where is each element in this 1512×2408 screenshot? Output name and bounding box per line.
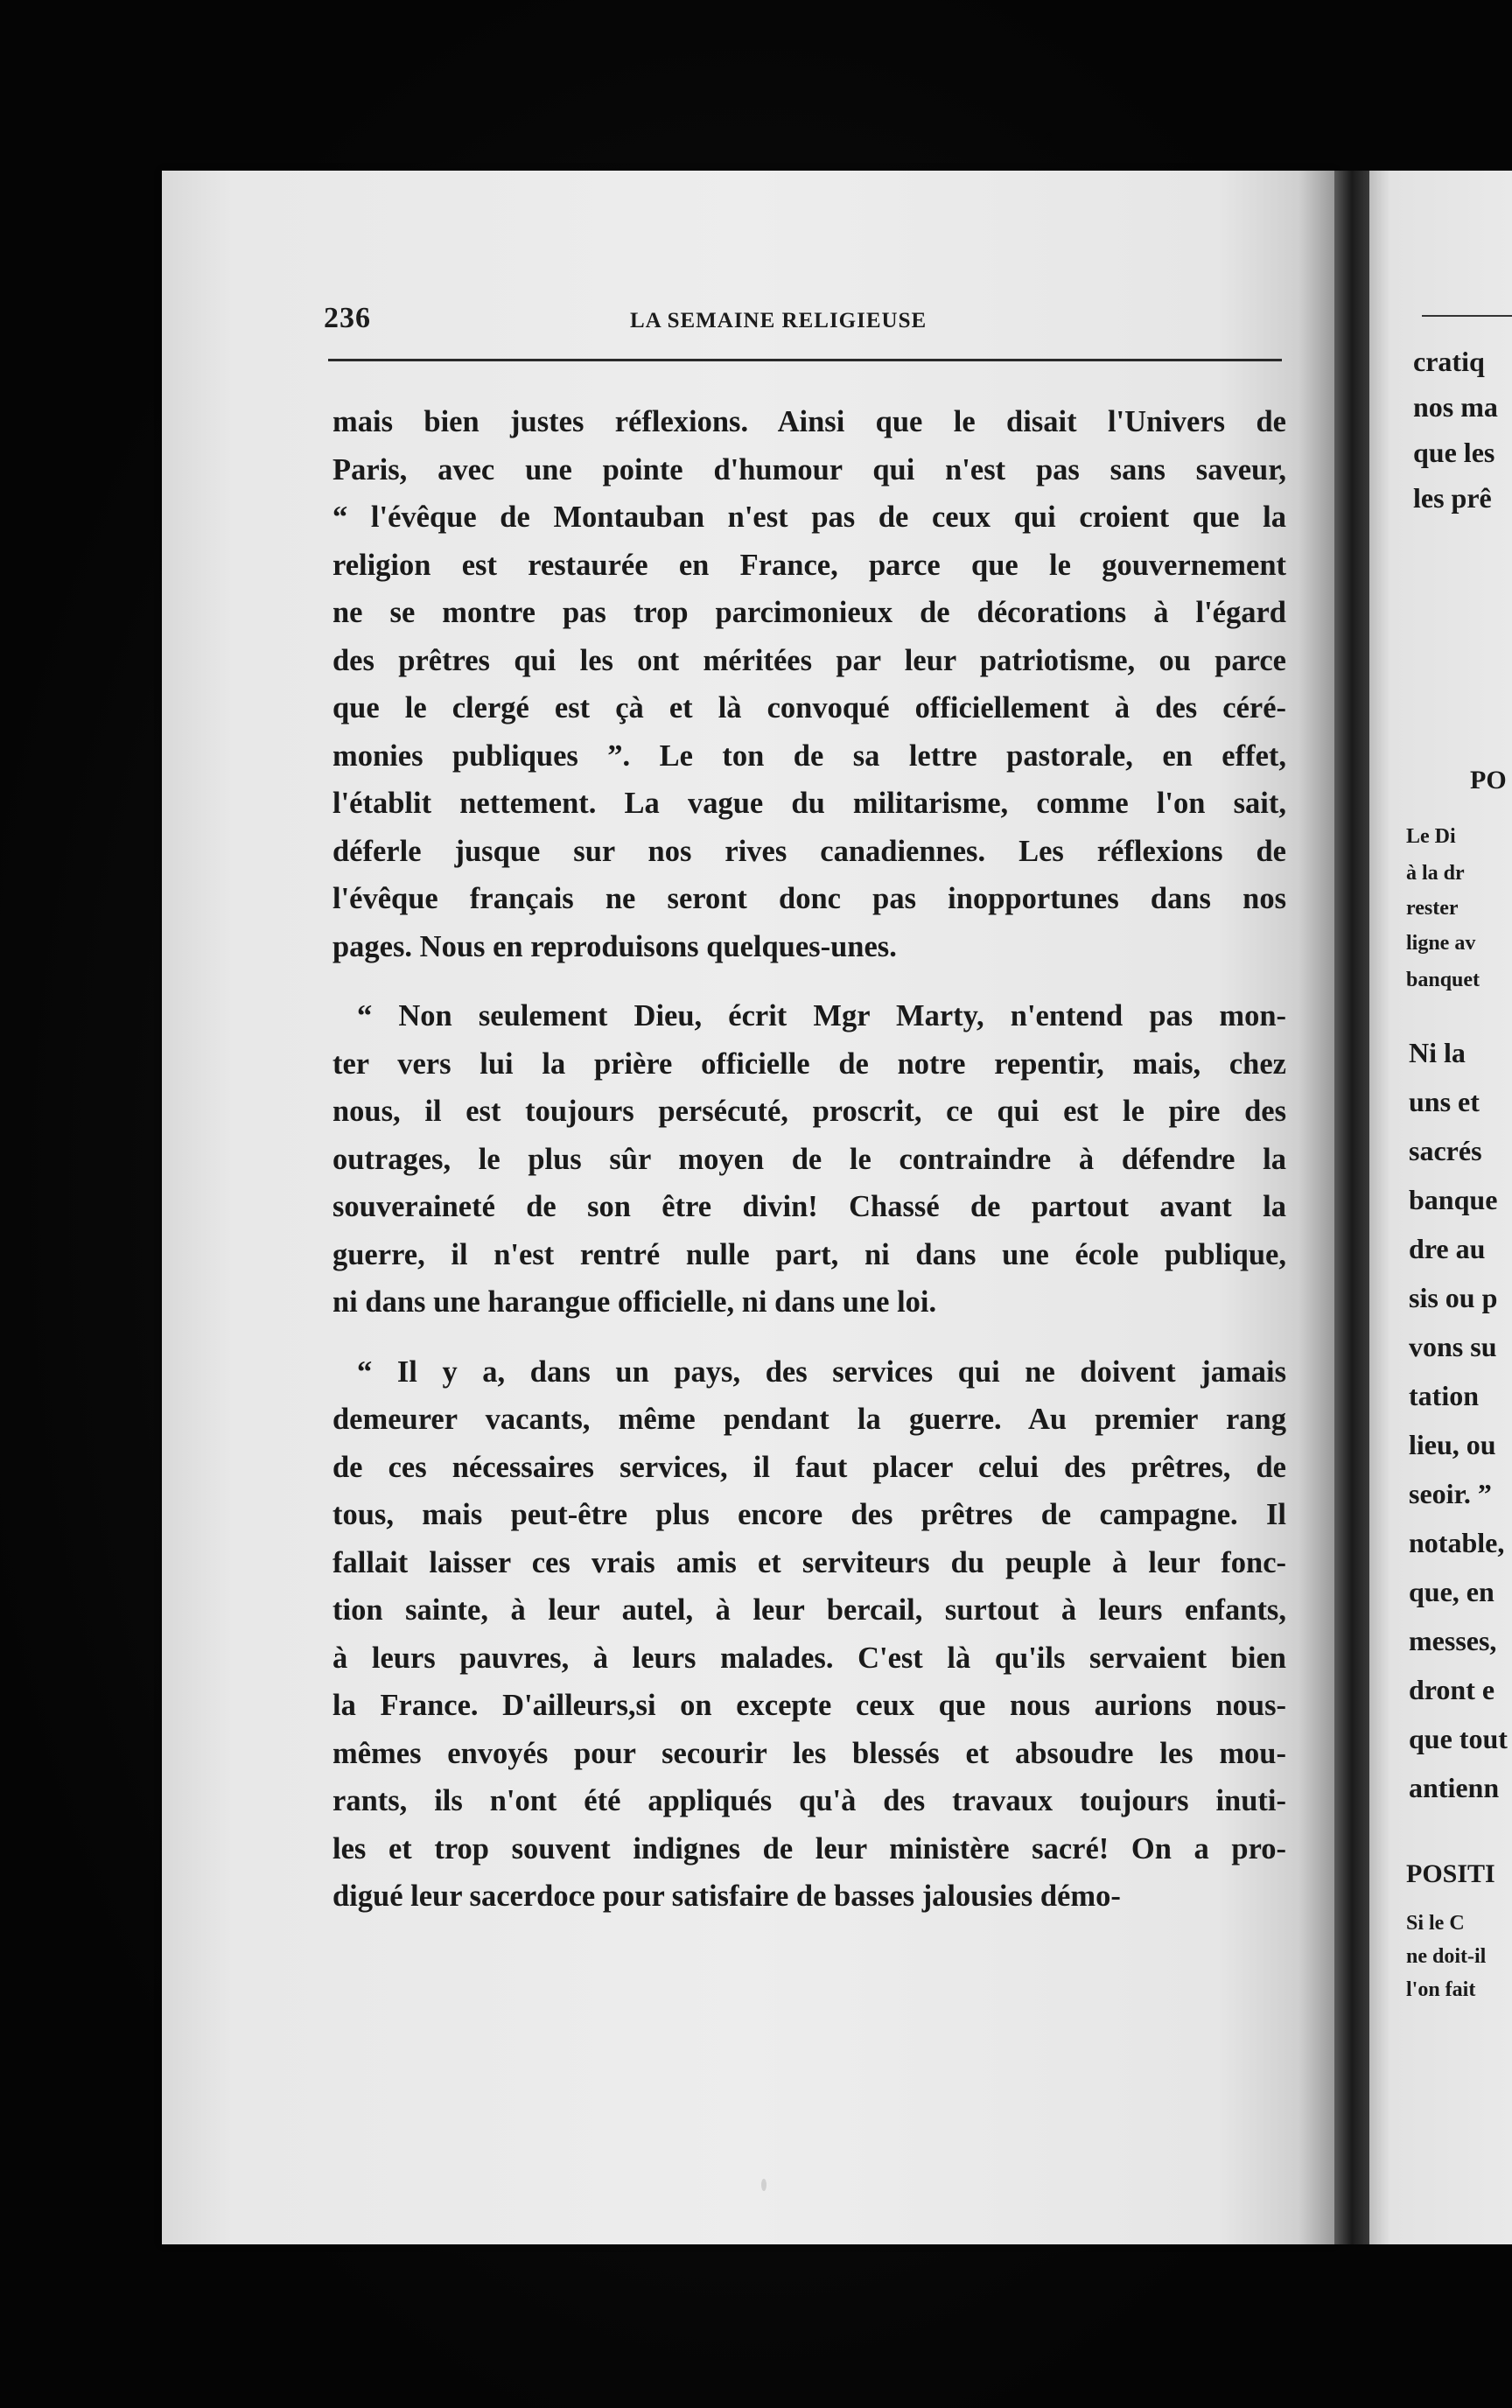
right-page-fragment: lieu, ou [1409,1429,1496,1460]
text-line: l'établit nettement. La vague du militarisme, comme l'on sait, [332,787,1286,820]
right-page-fragment: messes, [1409,1625,1497,1656]
text-line: “ Il y a, dans un pays, des services qui ne doivent jamais [357,1354,1286,1389]
header-rule [328,359,1282,361]
page-header [324,302,1286,337]
text-line: outrages, le plus sûr moyen de le contraindre à défendre la [332,1142,1286,1176]
right-page-rule [1422,315,1512,317]
text-line: religion est restaurée en France, parce que le gouvernement [332,548,1286,582]
right-page-fragment: que les [1413,437,1495,468]
book-gutter [1334,171,1369,2244]
right-page-fragment: vons su [1409,1331,1497,1362]
right-page-fragment: uns et [1409,1086,1480,1117]
right-page-fragment: Ni la [1409,1037,1466,1068]
right-page-fragment: dront e [1409,1674,1495,1705]
paragraph [332,992,1286,1326]
text-line: pages. Nous en reproduisons quelques-unes. [332,929,897,963]
text-line: à leurs pauvres, à leurs malades. C'est là qu'ils servaient bien [332,1641,1286,1675]
right-page-fragment: à la dr [1406,862,1465,885]
text-line: mais bien justes réflexions. Ainsi que le disait l'Univers de [332,405,1286,438]
text-line: “ l'évêque de Montauban n'est pas de ceux qui croient que la [332,500,1286,534]
text-line: déferle jusque sur nos rives canadiennes. Les réflexions de [332,834,1286,868]
text-line: nous, il est toujours persécuté, proscrit, ce qui est le pire des [332,1095,1286,1128]
right-page-fragment: banquet [1406,969,1480,991]
text-line: Paris, avec une pointe d'humour qui n'est pas sans saveur, [332,452,1286,486]
text-line: ter vers lui la prière officielle de notre repentir, mais, chez [332,1046,1286,1081]
right-page-fragment: ne doit-il [1406,1945,1487,1968]
right-page-fragment: notable, [1409,1527,1505,1558]
right-page-fragment: antienn [1409,1772,1500,1803]
right-page-fragment: que tout [1409,1723,1508,1754]
right-page-fragment: dre au [1409,1233,1486,1264]
text-line: l'évêque français ne seront donc pas inopportunes dans nos [332,882,1286,915]
text-line: ne se montre pas trop parcimonieux de décorations à l'égard [332,596,1286,629]
paragraph-gap [332,970,1286,992]
text-line: guerre, il n'est rentré nulle part, ni dans une école publique, [332,1237,1286,1271]
text-line: souveraineté de son être divin! Chassé de partout avant la [332,1190,1286,1223]
text-line: monies publiques ”. Le ton de sa lettre pastorale, en effet, [332,738,1286,773]
right-page-fragment: les prê [1413,482,1492,514]
right-page-fragment: nos ma [1413,391,1498,423]
text-line: rants, ils n'ont été appliqués qu'à des travaux toujours inuti- [332,1784,1286,1817]
text-line: tion sainte, à leur autel, à leur bercail, surtout à leurs enfants, [332,1593,1286,1627]
right-page-fragment: que, en [1409,1576,1494,1607]
right-page-fragment: banque [1409,1184,1498,1215]
text-line: de ces nécessaires services, il faut placer celui des prêtres, de [332,1450,1286,1484]
text-line: “ Non seulement Dieu, écrit Mgr Marty, n'entend pas mon- [357,999,1286,1032]
text-line: ni dans une harangue officielle, ni dans une loi. [332,1285,937,1319]
text-line: des prêtres qui les ont méritées par leur patriotisme, ou parce [332,643,1286,677]
right-page-fragment: seoir. ” [1409,1478,1492,1509]
text-line: digué leur sacerdoce pour satisfaire de basses jalousies démo- [332,1880,1121,1913]
right-page-fragment: POSITI [1406,1859,1495,1888]
text-line: que le clergé est çà et là convoqué officiellement à des céré- [332,691,1286,724]
running-title: LA SEMAINE RELIGIEUSE [630,309,928,332]
text-line: les et trop souvent indignes de leur ministère sacré! On a pro- [332,1831,1286,1866]
right-page-fragment: Le Di [1406,825,1456,848]
article-body [332,398,1286,1921]
paragraph-gap [332,1326,1286,1348]
right-page-fragment: sis ou p [1409,1282,1498,1313]
right-page-fragment: PO [1470,766,1507,794]
text-line: la France. D'ailleurs,si on excepte ceux que nous aurions nous- [332,1689,1286,1722]
right-page-fragment: rester [1406,897,1459,920]
right-page-fragment: Si le C [1406,1912,1465,1935]
page-number: 236 [324,302,371,334]
text-line: tous, mais peut-être plus encore des prêtres de campagne. Il [332,1498,1286,1531]
right-page-fragment: tation [1409,1380,1479,1411]
right-page-fragment: ligne av [1406,932,1476,955]
text-line: fallait laisser ces vrais amis et serviteurs du peuple à leur fonc- [332,1545,1286,1579]
right-page-fragment: cratiq [1413,346,1485,377]
right-page-fragment: sacrés [1409,1135,1482,1166]
right-page-fragment: l'on fait [1406,1978,1476,2001]
text-line: demeurer vacants, même pendant la guerre. Au premier rang [332,1403,1286,1436]
text-line: mêmes envoyés pour secourir les blessés et absoudre les mou- [332,1736,1286,1770]
paragraph [332,1348,1286,1921]
scan-speck [761,2179,766,2191]
paragraph [332,398,1286,970]
